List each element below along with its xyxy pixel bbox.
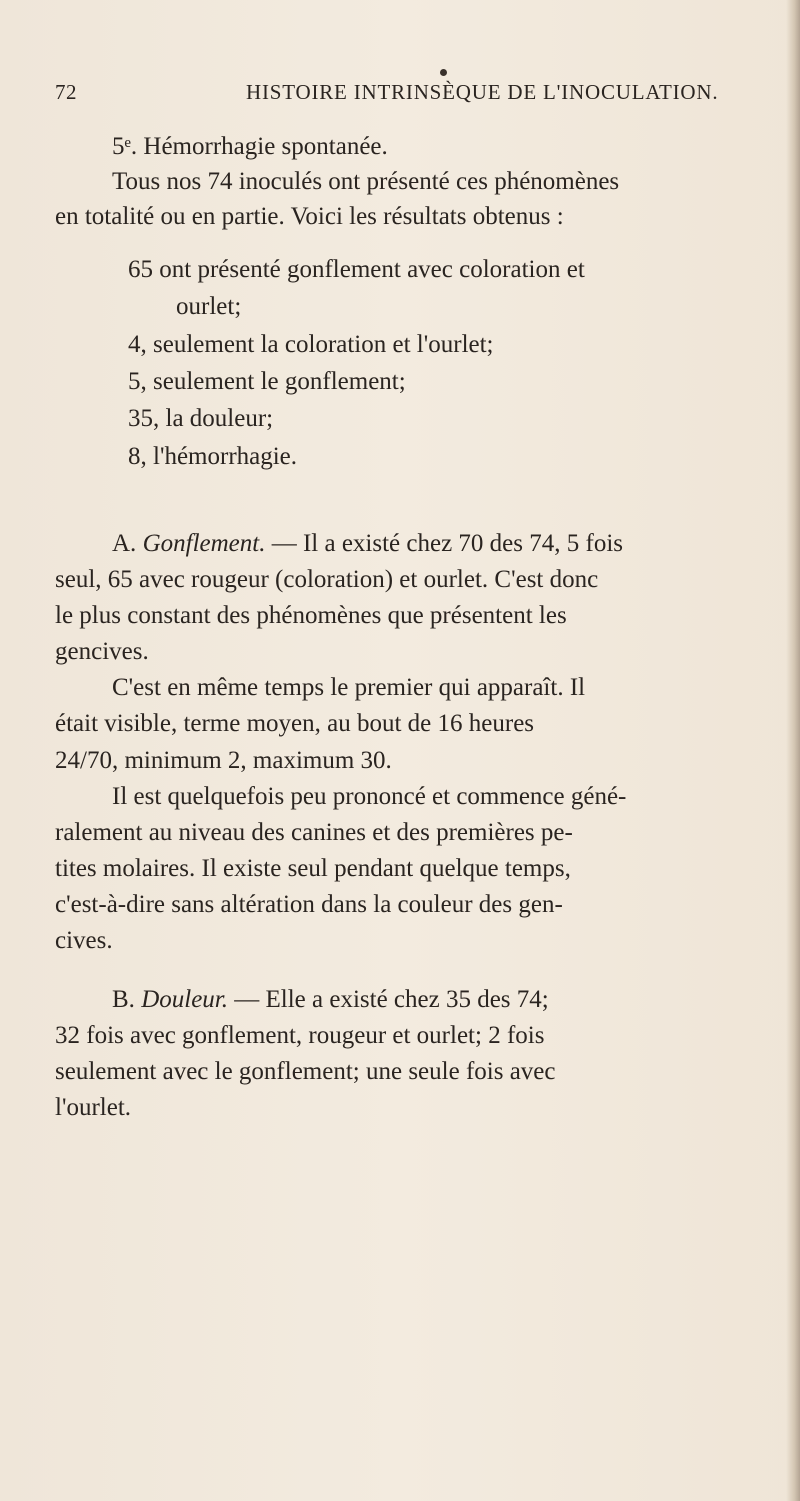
section-a-line: le plus constant des phénomènes que présentent les xyxy=(55,602,567,629)
intro-line-2: en totalité ou en partie. Voici les résultats obtenus : xyxy=(55,203,564,230)
section-a-line: gencives. xyxy=(55,638,149,665)
section-a-para2-line: était visible, terme moyen, au bout de 16 heures xyxy=(55,710,535,737)
page-number: 72 xyxy=(55,80,77,104)
result-item-1-continuation: ourlet; xyxy=(176,293,242,320)
section-a-label: A. xyxy=(112,530,137,557)
page-header xyxy=(55,80,755,114)
section-a-para3-line: cives. xyxy=(55,927,113,954)
section-title: 5ᵉ. Hémorrhagie spontanée. xyxy=(112,133,388,160)
result-item-1: 65 ont présenté gonflement avec coloration et xyxy=(128,256,585,283)
result-item-3: 5, seulement le gonflement; xyxy=(128,368,406,395)
section-b-title: Douleur. xyxy=(141,986,228,1013)
section-a-first-line xyxy=(112,527,800,561)
section-a-title: Gonflement. xyxy=(142,530,266,557)
running-head: HISTOIRE INTRINSÈQUE DE L'INOCULATION. xyxy=(246,80,719,104)
section-a-para3-line: Il est quelquefois peu prononcé et commence géné- xyxy=(112,783,627,810)
result-item-4: 35, la douleur; xyxy=(128,405,274,432)
section-b-first-line xyxy=(112,983,800,1017)
result-item-5: 8, l'hémorrhagie. xyxy=(128,443,298,470)
section-b-line: 32 fois avec gonflement, rougeur et ourlet; 2 fois xyxy=(55,1022,545,1049)
ink-speck xyxy=(440,69,447,76)
section-b-line: l'ourlet. xyxy=(55,1094,132,1121)
section-b-first-line-rest: — Elle a existé chez 35 des 74; xyxy=(234,986,549,1013)
section-b-label: B. xyxy=(112,986,135,1013)
section-a-para3-line: c'est-à-dire sans altération dans la couleur des gen- xyxy=(55,891,563,918)
section-a-line: seul, 65 avec rougeur (coloration) et ourlet. C'est donc xyxy=(55,566,599,593)
intro-line-1: Tous nos 74 inoculés ont présenté ces phénomènes xyxy=(112,168,620,195)
section-a-para3-line: tites molaires. Il existe seul pendant quelque temps, xyxy=(55,855,571,882)
page-edge-shadow xyxy=(786,0,800,1501)
section-a-para2-line: 24/70, minimum 2, maximum 30. xyxy=(55,747,392,774)
result-item-2: 4, seulement la coloration et l'ourlet; xyxy=(128,331,494,358)
section-a-para3-line: ralement au niveau des canines et des premières pe- xyxy=(55,819,573,846)
section-a-para2-line: C'est en même temps le premier qui apparaît. Il xyxy=(112,674,586,701)
section-a-first-line-rest: — Il a existé chez 70 des 74, 5 fois xyxy=(271,530,623,557)
section-b-line: seulement avec le gonflement; une seule fois avec xyxy=(55,1058,556,1085)
